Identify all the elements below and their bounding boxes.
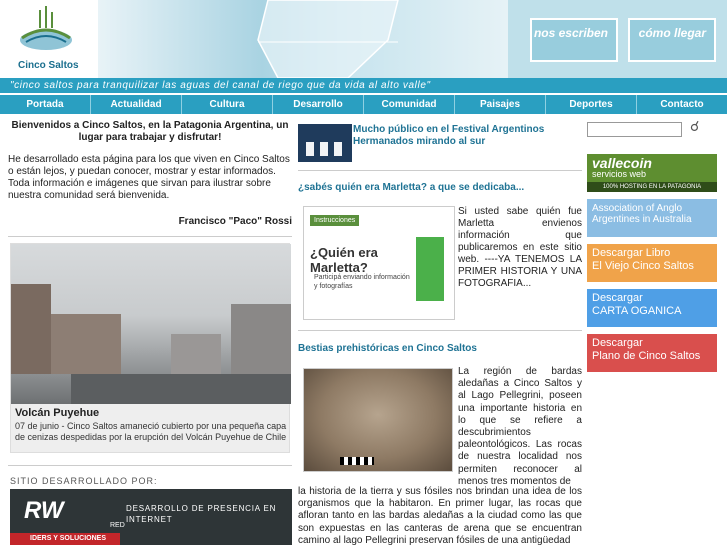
developer-red-strip: IDERS Y SOLUCIONES (10, 533, 120, 545)
fossil-text-continued: la historia de la tierra y sus fósiles nos brindan una idea de los organismos que la habitaron. En primer lugar, las rocas que afloran tanto en las bardas aledañas a la ciudad como las que son expuestas en las canteras de arena que se encuentran camino al lago Pellegrini preservan fósiles de una antigüedad (298, 486, 582, 545)
nav-item-deportes[interactable]: Deportes (546, 95, 637, 114)
header-banner-image (98, 0, 508, 78)
download-plano-banner[interactable] (587, 334, 717, 372)
marletta-text: Si usted sabe quién fue Marletta envienos información que publicaremos en este sitio web. ----YA TENEMOS LA PRIMER HISTORIA Y UNA FOTOGRAFIA... (458, 206, 582, 289)
fossil-text: La región de bardas aledañas a Cinco Saltos y al Lago Pellegrini, poseen una importante historia en lo que se refiere a descubrimientos paleontológicos. Las rocas de nuestra localidad nos permiten reconocer al menos tres momentos de (458, 366, 582, 487)
main-nav (0, 95, 727, 114)
vallecoin-sub: servicios web (592, 169, 647, 179)
photo-building (231, 304, 291, 374)
developer-logo: RW (24, 497, 64, 524)
thumb-figure (334, 142, 342, 156)
photo-caption-title[interactable]: Volcán Puyehue (15, 407, 100, 419)
left-column (8, 120, 292, 227)
marletta-image[interactable] (303, 206, 455, 320)
divider (8, 465, 292, 466)
nav-item-desarrollo[interactable]: Desarrollo (273, 95, 364, 114)
vallecoin-banner[interactable] (587, 154, 717, 192)
fossil-title[interactable]: Bestias prehistóricas en Cinco Saltos (298, 343, 477, 354)
festival-news-link[interactable]: Mucho público en el Festival Argentinos Hermanados mirando al sur (353, 124, 545, 147)
marletta-note: Participá enviando información y fotografías (314, 274, 410, 290)
download-carta-banner[interactable] (587, 289, 717, 327)
nos-escriben-button[interactable]: nos escriben (530, 18, 618, 62)
scale-bar (340, 457, 374, 465)
welcome-heading: Bienvenidos a Cinco Saltos, en la Patagonia Argentina, un lugar para trabajar y disfrutar! (11, 120, 289, 143)
volcan-photo[interactable] (11, 244, 291, 404)
banner-desc: El Viejo Cinco Saltos (592, 260, 694, 272)
vallecoin-logo: vallecoin (592, 155, 652, 171)
search-icon[interactable]: ☌ (690, 118, 700, 134)
download-book-banner[interactable] (587, 244, 717, 282)
como-llegar-button[interactable]: cómo llegar (628, 18, 716, 62)
banner-title: Descargar (592, 292, 643, 304)
nav-item-portada[interactable]: Portada (0, 95, 91, 114)
banner-title: Descargar (592, 337, 643, 349)
site-logo[interactable] (0, 0, 98, 78)
logo-text: Cinco Saltos (18, 60, 79, 71)
anglo-argentines-banner[interactable]: Association of Anglo Argentines in Australia (587, 199, 717, 237)
marletta-title[interactable]: ¿sabés quién era Marletta? a que se dedicaba... (298, 182, 525, 193)
thumb-figure (306, 142, 314, 156)
festival-thumbnail[interactable] (298, 124, 352, 162)
photo-building (51, 314, 121, 374)
photo-road (71, 374, 291, 404)
banner-desc: CARTA OGANICA (592, 305, 682, 317)
photo-building (11, 284, 51, 374)
fossil-image[interactable] (303, 368, 453, 472)
vallecoin-strip: 100% HOSTING EN LA PATAGONIA (587, 182, 717, 192)
search-input[interactable] (587, 122, 682, 137)
map-graphic (98, 0, 508, 78)
developer-label: SITIO DESARROLLADO POR: (10, 476, 158, 486)
slogan: "cinco saltos para tranquilizar las aguas del canal de riego que da vida al alto valle" (0, 78, 727, 93)
logo-graphic (0, 0, 98, 60)
signature: Francisco "Paco" Rossi (178, 216, 292, 227)
banner-title: Descargar Libro (592, 247, 671, 259)
photo-caption-text: 07 de junio - Cinco Saltos amaneció cubierto por una pequeña capa de cenizas despedidas por la erupción del Volcán Puyehue de Chile (15, 421, 287, 442)
nav-item-comunidad[interactable]: Comunidad (364, 95, 455, 114)
marletta-question: ¿Quién era Marletta? (310, 245, 378, 275)
site-header (0, 0, 727, 93)
intro-text: He desarrollado esta página para los que viven en Cinco Saltos o están lejos, y puedan conocer, mostrar y estar informados. Toda información e imágenes que sirvan para ilustrar sobre nuestra comunidad será bienvenida. (8, 154, 290, 201)
developer-logo-sub: RED (110, 522, 125, 529)
developer-text: DESARROLLO DE PRESENCIA EN INTERNET (126, 504, 277, 524)
marletta-tag: Instrucciones (310, 215, 359, 226)
nav-item-actualidad[interactable]: Actualidad (91, 95, 182, 114)
nav-item-cultura[interactable]: Cultura (182, 95, 273, 114)
featured-photo-card[interactable] (10, 243, 290, 453)
photo-building (171, 334, 221, 374)
nav-item-contacto[interactable]: Contacto (660, 99, 704, 110)
divider (8, 236, 292, 237)
divider (298, 170, 582, 171)
banner-desc: Plano de Cinco Saltos (592, 350, 701, 362)
divider (298, 330, 582, 331)
thumb-figure (320, 142, 328, 156)
overalls-icon (416, 237, 444, 301)
developer-banner[interactable] (10, 489, 292, 545)
nav-item-paisajes[interactable]: Paisajes (455, 95, 546, 114)
